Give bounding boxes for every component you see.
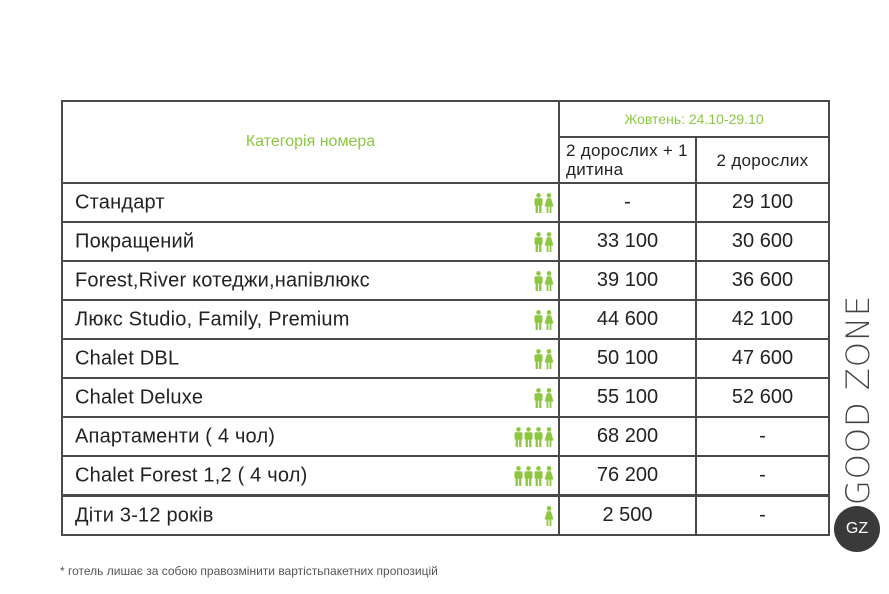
room-category-cell <box>62 456 559 496</box>
price-family: 68 200 <box>559 417 696 456</box>
price-double: 36 600 <box>696 261 829 300</box>
room-category-name: Chalet DBL <box>75 347 180 369</box>
two-persons-icon <box>534 388 554 408</box>
room-category-cell <box>62 496 559 536</box>
table-row <box>62 417 829 456</box>
price-family: 2 500 <box>559 496 696 536</box>
col-b-header: 2 дорослих <box>696 137 829 183</box>
price-double: 52 600 <box>696 378 829 417</box>
price-family: 55 100 <box>559 378 696 417</box>
logo-mark: GZ <box>834 506 880 552</box>
four-persons-icon <box>514 466 554 486</box>
price-table <box>61 100 830 536</box>
room-category-cell <box>62 378 559 417</box>
price-double: - <box>696 496 829 536</box>
table-row <box>62 300 829 339</box>
room-category-cell <box>62 261 559 300</box>
price-family: 76 200 <box>559 456 696 496</box>
room-category-name: Chalet Deluxe <box>75 386 204 408</box>
table-row <box>62 183 829 222</box>
room-category-cell <box>62 300 559 339</box>
price-family: - <box>559 183 696 222</box>
table-row <box>62 496 829 536</box>
room-category-name: Апартаменти ( 4 чол) <box>75 425 276 447</box>
two-persons-icon <box>534 349 554 369</box>
table-row <box>62 222 829 261</box>
footnote: * готель лишає за собою правозмінити вартістьпакетних пропозицій <box>60 564 438 578</box>
room-category-cell <box>62 222 559 261</box>
table-row <box>62 378 829 417</box>
price-family: 44 600 <box>559 300 696 339</box>
logo-text: GOOD ZONE <box>839 294 877 506</box>
room-category-name: Люкс Studio, Family, Premium <box>75 308 350 330</box>
room-category-name: Forest,River котеджи,напівлюкс <box>75 269 370 291</box>
price-double: 29 100 <box>696 183 829 222</box>
room-category-name: Стандарт <box>75 191 165 213</box>
two-persons-icon <box>534 271 554 291</box>
price-double: - <box>696 417 829 456</box>
col-a-header: 2 дорослих + 1 дитина <box>559 137 696 183</box>
room-category-name: Діти 3-12 років <box>75 504 214 526</box>
price-family: 33 100 <box>559 222 696 261</box>
room-category-name: Chalet Forest 1,2 ( 4 чол) <box>75 464 308 486</box>
price-double: 42 100 <box>696 300 829 339</box>
table-row <box>62 456 829 496</box>
category-header: Категорія номера <box>62 101 559 183</box>
price-family: 50 100 <box>559 339 696 378</box>
price-double: 30 600 <box>696 222 829 261</box>
room-category-cell <box>62 183 559 222</box>
one-person-icon <box>544 506 554 526</box>
table-row <box>62 261 829 300</box>
two-persons-icon <box>534 232 554 252</box>
price-double: 47 600 <box>696 339 829 378</box>
period-header: Жовтень: 24.10-29.10 <box>559 101 829 137</box>
four-persons-icon <box>514 427 554 447</box>
two-persons-icon <box>534 193 554 213</box>
price-double: - <box>696 456 829 496</box>
room-category-cell <box>62 417 559 456</box>
room-category-name: Покращений <box>75 230 195 252</box>
table-row <box>62 339 829 378</box>
room-category-cell <box>62 339 559 378</box>
price-family: 39 100 <box>559 261 696 300</box>
two-persons-icon <box>534 310 554 330</box>
